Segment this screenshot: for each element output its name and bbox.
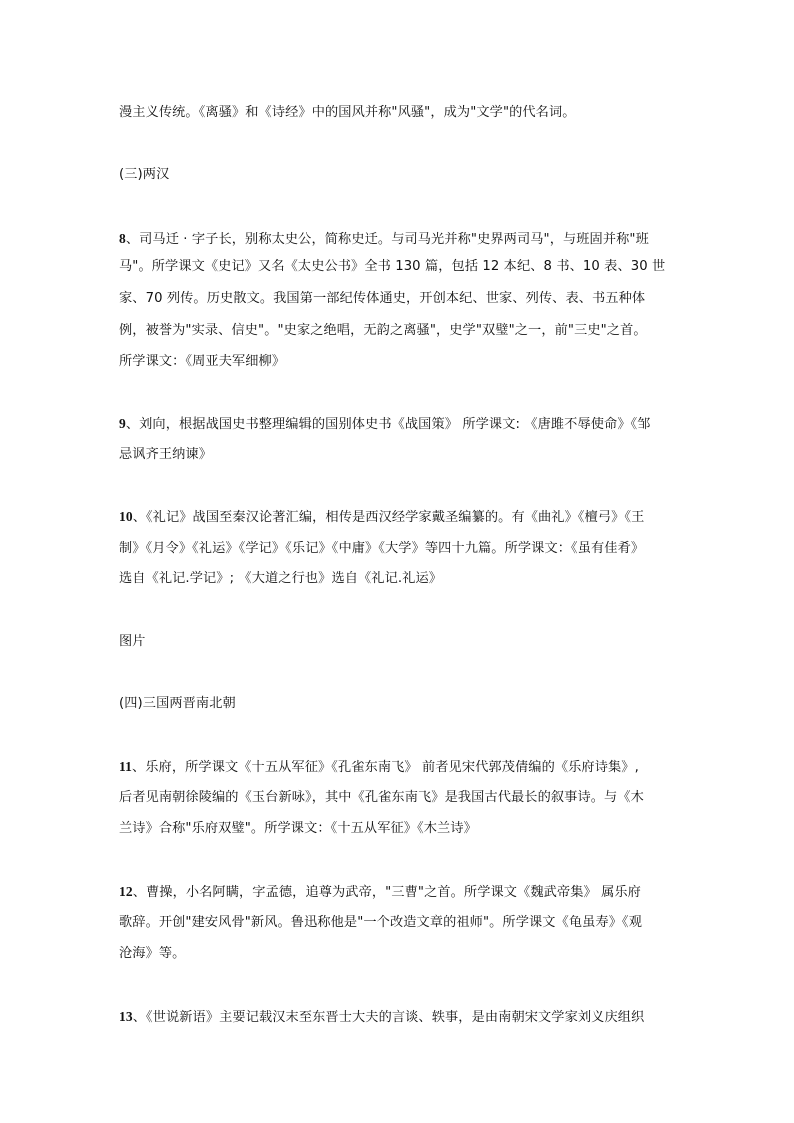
item-number: 12 (119, 884, 133, 899)
paragraph-line: 忌讽齐王纳谏》 (119, 447, 213, 462)
paragraph-line (119, 508, 644, 527)
section-heading: (四)三国两晋南北朝 (119, 696, 236, 711)
paragraph-line: 兰诗》合称"乐府双璧"。所学课文：《十五从军征》《木兰诗》 (119, 821, 477, 836)
paragraph-line (119, 1008, 644, 1027)
paragraph-line: 所学课文：《周亚夫军细柳》 (119, 354, 286, 369)
paragraph-line: 例，被誉为"实录、信史"。"史家之绝唱，无韵之离骚"，史学"双璧"之一，前"三史"之首。 (119, 323, 647, 338)
item-number: 8 (119, 231, 126, 246)
line-text: 、曹操，小名阿瞒，字孟德，追尊为武帝，"三曹"之首。所学课文《魏武帝集》 属乐府 (132, 885, 641, 900)
paragraph-line: 制》《月令》《礼运》《学记》《乐记》《中庸》《大学》等四十九篇。所学课文：《虽有佳肴》 (119, 541, 645, 556)
item-number: 11 (119, 759, 132, 774)
line-text: 、刘向，根据战国史书整理编辑的国别体史书《战国策》 所学课文: 《唐雎不辱使命》《邹 (125, 417, 651, 432)
paragraph-line (119, 758, 639, 777)
line-text: 、《世说新语》主要记载汉末至东晋士大夫的言谈、轶事，是由南朝宋文学家刘义庆组织 (132, 1010, 645, 1025)
paragraph-line: 家、70 列传。历史散文。我国第一部纪传体通史，开创本纪、世家、列传、表、书五种体 (119, 291, 646, 306)
item-number: 10 (119, 509, 133, 524)
paragraph-line: 沧海》等。 (119, 946, 186, 961)
paragraph-line: 漫主义传统。《离骚》和《诗经》中的国风并称"风骚"，成为"文学"的代名词。 (119, 105, 576, 120)
paragraph-line: 马"。所学课文《史记》又名《太史公书》全书 130 篇，包括 12 本纪、8 书、10 表、30 世 (119, 259, 666, 274)
paragraph-line: 选自《礼记.学记》; 《大道之行也》选自《礼记.礼运》 (119, 571, 443, 586)
paragraph-line: 歌辞。开创"建安风骨"新风。鲁迅称他是"一个改造文章的祖师"。所学课文《龟虽寿》《观 (119, 915, 642, 930)
line-text: 、乐府，所学课文《十五从军征》《孔雀东南飞》 前者见宋代郭茂倩编的《乐府诗集》, (131, 760, 639, 775)
line-text: 、司马迁 · 字子长，别称太史公，简称史迁。与司马光并称"史界两司马"，与班固并称"班 (125, 232, 649, 247)
paragraph-line (119, 883, 641, 902)
section-heading: 图片 (119, 634, 146, 649)
paragraph-line (119, 415, 651, 434)
item-number: 13 (119, 1009, 133, 1024)
line-text: 、《礼记》战国至秦汉论著汇编，相传是西汉经学家戴圣编纂的。有《曲礼》《檀弓》《王 (132, 510, 645, 525)
paragraph-line: 后者见南朝徐陵编的《玉台新咏》，其中《孔雀东南飞》是我国古代最长的叙事诗。与《木 (119, 790, 644, 805)
section-heading: (三)两汉 (119, 167, 170, 182)
paragraph-line (119, 230, 649, 249)
item-number: 9 (119, 416, 126, 431)
